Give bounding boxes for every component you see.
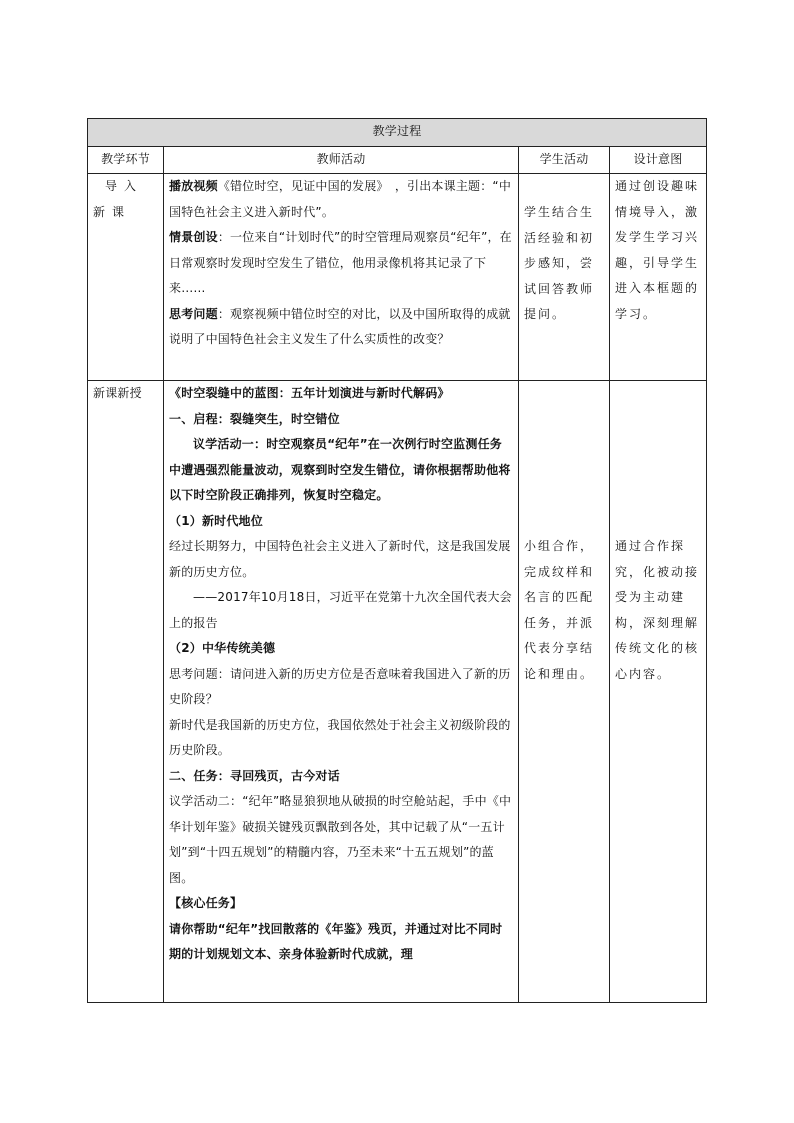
table-title: 教学过程	[88, 119, 707, 147]
header-intent: 设计意图	[610, 147, 707, 174]
activity-text: 议学活动一：时空观察员“纪年”在一次例行时空监测任务中遭遇强烈能量波动，观察到时空发生错位，请你根据帮助他将以下时空阶段正确排列，恢复时空稳定。	[169, 437, 511, 502]
lesson-heading: 《时空裂缝中的蓝图：五年计划演进与新时代解码》	[169, 386, 450, 400]
paragraph-text: 《错位时空，见证中国的发展》 ，引出本课主题：“中国特色社会主义进入新时代”。	[169, 179, 512, 219]
paragraph-label: 情景创设	[169, 230, 218, 244]
header-stage: 教学环节	[88, 147, 164, 174]
paragraph-label: 播放视频	[169, 179, 218, 193]
table-row	[88, 381, 707, 1003]
item-title: （1）新时代地位	[169, 513, 263, 528]
header-student: 学生活动	[519, 147, 610, 174]
teacher-activity-cell	[164, 381, 519, 1003]
item-title: （2）中华传统美德	[169, 641, 276, 655]
student-activity-cell: 学生结合生活经验和初步感知，尝试回答教师提问。	[519, 174, 610, 381]
section-heading: 二、任务：寻回残页，古今对话	[169, 768, 340, 783]
answer-text: 新时代是我国新的历史方位，我国依然处于社会主义初级阶段的历史阶段。	[169, 717, 511, 757]
student-activity-cell: 小组合作，完成纹样和名言的匹配任务，并派代表分享结论和理由。	[519, 381, 610, 1003]
core-task-label: 【核心任务】	[169, 896, 243, 910]
paragraph-label: 思考问题	[169, 306, 218, 321]
teacher-activity-cell	[164, 174, 519, 381]
paragraph-text: ：观察视频中错位时空的对比，以及中国所取得的成就说明了中国特色社会主义发生了什么实质性的改变？	[169, 306, 511, 346]
teacher-paragraph	[169, 302, 513, 353]
core-task-text: 请你帮助“纪年”找回散落的《年鉴》残页，并通过对比不同时期的计划规划文本、亲身体验新时代成就，理	[169, 921, 503, 961]
table-row	[88, 174, 707, 381]
header-row	[88, 147, 707, 174]
item-text: 经过长期努力，中国特色社会主义进入了新时代，这是我国发展新的历史方位。	[169, 539, 511, 579]
design-intent-cell: 通过合作探究，化被动接受为主动建构，深刻理解传统文化的核心内容。	[610, 381, 707, 1003]
design-intent-cell: 通过创设趣味情境导入，激发学生学习兴趣，引导学生进入本框题的学习。	[610, 174, 707, 381]
stage-cell: 导入新课	[88, 174, 164, 381]
quote-text: ——2017年10月18日，习近平在党第十九次全国代表大会上的报告	[169, 590, 512, 630]
header-teacher: 教师活动	[164, 147, 519, 174]
teaching-process-table	[87, 118, 707, 1003]
teacher-paragraph	[169, 225, 513, 302]
question-text: 思考问题：请问进入新的历史方位是否意味着我国进入了新的历史阶段？	[169, 666, 511, 706]
teacher-paragraph	[169, 174, 513, 225]
stage-cell: 新课新授	[88, 381, 164, 1003]
activity-text: 议学活动二：“纪年”略显狼狈地从破损的时空舱站起，手中《中华计划年鉴》破损关键残页飘散到各处，其中记载了从“一五计划”到“十四五规划”的精髓内容，乃至未来“十五五规划”的蓝图。	[169, 794, 512, 885]
section-heading: 一、启程：裂缝突生，时空错位	[169, 411, 340, 426]
paragraph-text: ：一位来自“计划时代”的时空管理局观察员“纪年”，在日常观察时发现时空发生了错位，他用录像机将其记录了下来……	[169, 230, 512, 295]
